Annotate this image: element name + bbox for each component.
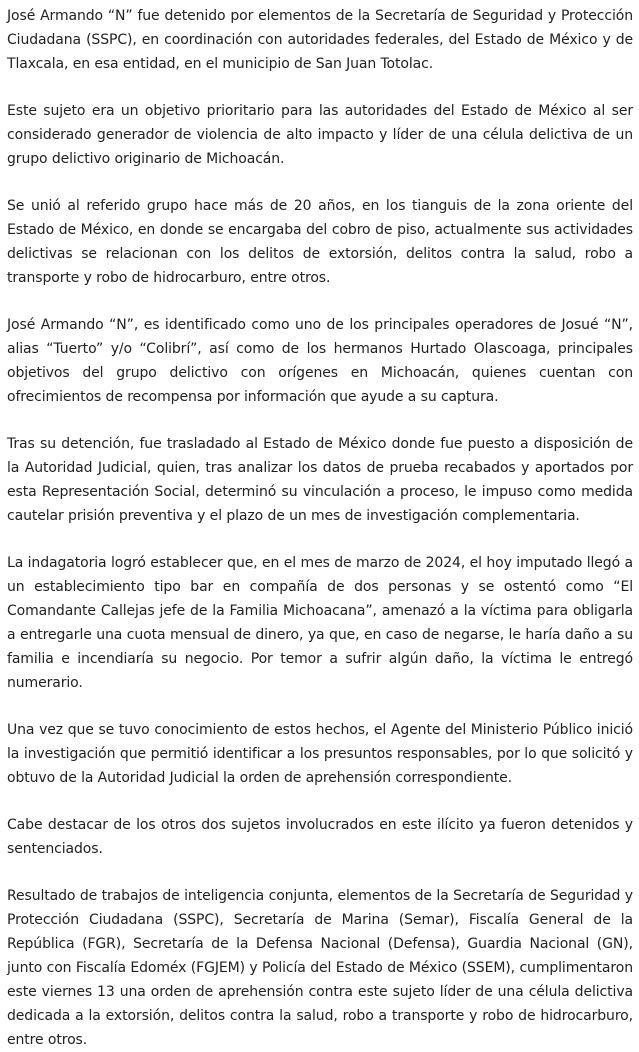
paragraph-arrest-warrant: Una vez que se tuvo conocimiento de estos hechos, el Agente del Ministerio Público inició la investigación que permitió identificar a los presuntos responsables, por lo que solicitó y obtuvo de la Autoridad Judicial la orden de aprehensión correspondiente.	[7, 722, 633, 786]
paragraph-accomplices: Cabe destacar de los otros dos sujetos involucrados en este ilícito ya fueron detenidos y sentenciados.	[7, 817, 633, 857]
paragraph-priority-target: Este sujeto era un objetivo prioritario para las autoridades del Estado de México al ser considerado generador de violencia de alto impacto y líder de una célula delictiva de un grupo delictivo originario de Michoacán.	[7, 103, 633, 167]
paragraph-judicial-process: Tras su detención, fue trasladado al Estado de México donde fue puesto a disposición de la Autoridad Judicial, quien, tras analizar los datos de prueba recabados y aportados por esta Representación Social, determinó su vinculación a proceso, le impuso como medida cautelar prisión preventiva y el plazo de un mes de investigación complementaria.	[7, 436, 633, 524]
paragraph-operators: José Armando “N”, es identificado como uno de los principales operadores de Josué “N”, alias “Tuerto” y/o “Colibrí”, así como de los hermanos Hurtado Olascoaga, principales objetivos del grupo delictivo con orígenes en Michoacán, quienes cuentan con ofrecimientos de recompensa por información que ayude a su captura.	[7, 317, 633, 405]
paragraph-joint-operation: Resultado de trabajos de inteligencia conjunta, elementos de la Secretaría de Seguridad y Protección Ciudadana (SSPC), Secretaría de Marina (Semar), Fiscalía General de la República (FGR), Secretaría de la Defensa Nacional (Defensa), Guardia Nacional (GN), junto con Fiscalía Edoméx (FGJEM) y Policía del Estado de México (SSEM), cumplimentaron este viernes 13 una orden de aprehensión contra este sujeto líder de una célula delictiva dedicada a la extorsión, delitos contra la salud, robo a transporte y robo de hidrocarburo, entre otros.	[7, 888, 633, 1048]
paragraph-investigation: La indagatoria logró establecer que, en el mes de marzo de 2024, el hoy imputado llegó a un establecimiento tipo bar en compañía de dos personas y se ostentó como “El Comandante Callejas jefe de la Familia Michoacana”, amenazó a la víctima para obligarla a entregarle una cuota mensual de dinero, ya que, en caso de negarse, le haría daño a su familia e incendiaría su negocio. Por temor a sufrir algún daño, la víctima le entregó numerario.	[7, 555, 633, 691]
paragraph-detention: José Armando “N” fue detenido por elementos de la Secretaría de Seguridad y Protección Ciudadana (SSPC), en coordinación con autoridades federales, del Estado de México y de Tlaxcala, en esa entidad, en el municipio de San Juan Totolac.	[7, 8, 633, 72]
paragraph-group-history: Se unió al referido grupo hace más de 20 años, en los tianguis de la zona oriente del Estado de México, en donde se encargaba del cobro de piso, actualmente sus actividades delictivas se relacionan con los delitos de extorsión, delitos contra la salud, robo a transporte y robo de hidrocarburo, entre otros.	[7, 198, 633, 286]
